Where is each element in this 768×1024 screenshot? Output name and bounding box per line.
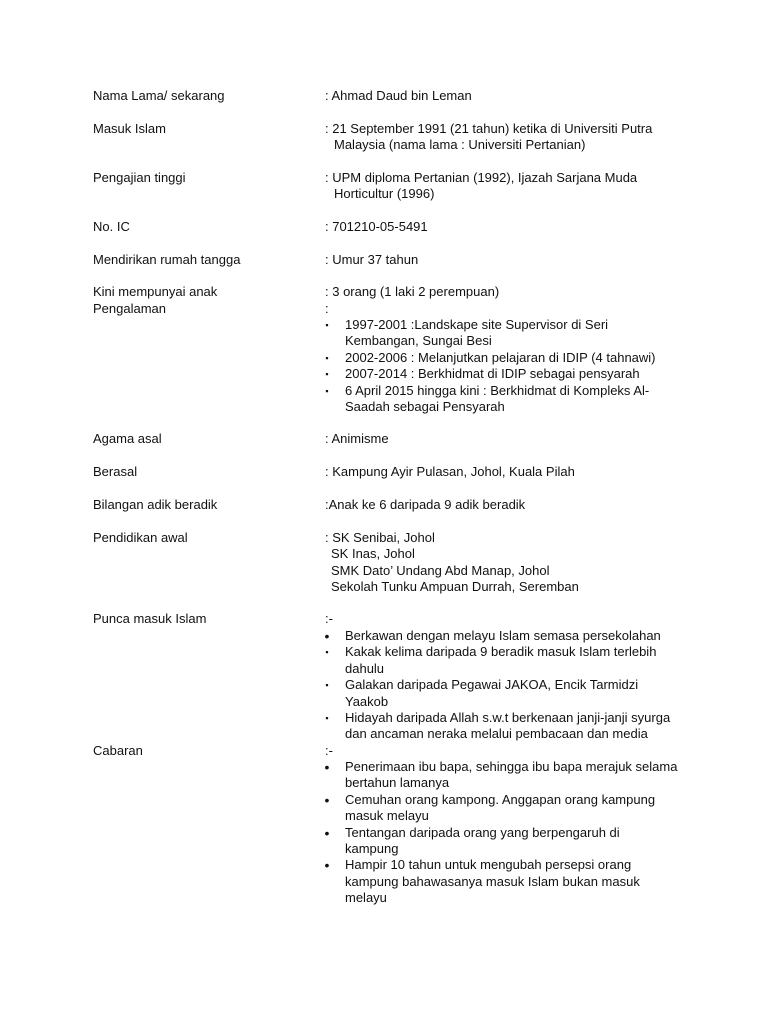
list-item-text: Penerimaan ibu bapa, sehingga ibu bapa merajuk selama [345, 759, 678, 774]
value-pengajian-line2: Horticultur (1996) [334, 186, 435, 202]
value-pendidikan-line1: : SK Senibai, Johol [325, 530, 435, 545]
square-bullet-icon: ▪ [325, 352, 329, 363]
list-item-text: melayu [345, 890, 387, 906]
square-bullet-icon: ▪ [325, 385, 329, 396]
list-item-text: Berkawan dengan melayu Islam semasa persekolahan [345, 628, 661, 643]
punca-list [320, 628, 680, 743]
square-bullet-icon: ▪ [325, 680, 329, 691]
list-item-text: 2002-2006 : Melanjutkan pelajaran di IDIP (4 tahnawi) [345, 349, 656, 365]
square-bullet-icon: ▪ [325, 320, 329, 330]
label-masuk-islam: Masuk Islam [93, 121, 166, 136]
list-item [320, 350, 680, 366]
value-pendidikan-line2: SK Inas, Johol [331, 546, 415, 562]
label-berasal: Berasal [93, 464, 138, 479]
list-item-text: Tentangan daripada orang yang berpengaruh di [345, 824, 620, 840]
list-item-text: Galakan daripada Pegawai JAKOA, Encik Tarmidzi Yaakob [345, 677, 639, 709]
value-masuk-islam [325, 121, 685, 154]
round-bullet-icon: • [324, 759, 330, 775]
list-item [320, 628, 680, 644]
value-cabaran: :- [325, 743, 333, 758]
list-item-text: Kembangan, Sungai Besi [345, 333, 492, 349]
list-item [320, 677, 680, 710]
square-bullet-icon: ▪ [325, 647, 329, 658]
list-item-text: dan ancaman neraka melalui pembacaan dan media [345, 726, 648, 742]
list-item-text: Hampir 10 tahun untuk mengubah persepsi orang [345, 857, 632, 873]
value-pengajian-line1: : UPM diploma Pertanian (1992), Ijazah Sarjana Muda [325, 170, 638, 185]
list-item-text: bertahun lamanya [345, 775, 450, 791]
list-item [320, 644, 680, 677]
pengalaman-list [320, 317, 680, 415]
value-agama: : Animisme [325, 431, 389, 446]
label-nama: Nama Lama/ sekarang [93, 88, 225, 103]
label-ic: No. IC [93, 219, 130, 234]
value-pengalaman: : [325, 301, 329, 316]
list-item [320, 366, 680, 382]
value-masuk-islam-line2: Malaysia (nama lama : Universiti Pertanian) [334, 137, 586, 153]
label-pendidikan: Pendidikan awal [93, 530, 188, 545]
list-item-text: dahulu [345, 660, 385, 676]
list-item-text: 6 April 2015 hingga kini : Berkhidmat di Kompleks Al- [345, 382, 650, 398]
square-bullet-icon: ▪ [325, 713, 329, 724]
list-item-text: Saadah sebagai Pensyarah [345, 399, 505, 415]
list-item-text: 2007-2014 : Berkhidmat di IDIP sebagai pensyarah [345, 366, 640, 382]
label-pengalaman: Pengalaman [93, 301, 166, 316]
value-masuk-islam-line1: : 21 September 1991 (21 tahun) ketika di Universiti Putra [325, 121, 653, 136]
list-item-text: masuk melayu [345, 808, 429, 824]
list-item-text: 1997-2001 :Landskape site Supervisor di Seri [345, 317, 609, 332]
list-item-text: kampung [345, 841, 399, 857]
label-anak: Kini mempunyai anak [93, 284, 218, 299]
list-item-text: Cemuhan orang kampong. Anggapan orang kampung [345, 791, 656, 807]
list-item [320, 857, 680, 906]
list-item [320, 317, 680, 350]
value-nama: : Ahmad Daud bin Leman [325, 88, 472, 103]
list-item-text: Kakak kelima daripada 9 beradik masuk Islam terlebih [345, 644, 657, 660]
square-bullet-icon: ▪ [325, 369, 329, 380]
list-item [320, 792, 680, 825]
value-anak: : 3 orang (1 laki 2 perempuan) [325, 284, 500, 299]
round-bullet-icon: • [324, 824, 330, 841]
round-bullet-icon: • [324, 791, 330, 808]
round-bullet-icon: • [324, 857, 330, 874]
value-pendidikan [325, 530, 685, 596]
value-adik: :Anak ke 6 daripada 9 adik beradik [325, 497, 526, 512]
list-item [320, 710, 680, 743]
value-pendidikan-line4: Sekolah Tunku Ampuan Durrah, Seremban [331, 579, 579, 595]
value-berasal: : Kampung Ayir Pulasan, Johol, Kuala Pilah [325, 464, 575, 479]
list-item-text: kampung bahawasanya masuk Islam bukan masuk [345, 873, 640, 889]
value-ic: : 701210-05-5491 [325, 219, 428, 234]
round-bullet-icon: • [324, 628, 330, 644]
label-punca: Punca masuk Islam [93, 611, 207, 626]
list-item-text: Hidayah daripada Allah s.w.t berkenaan janji-janji syurga [345, 710, 671, 726]
label-adik: Bilangan adik beradik [93, 497, 218, 512]
label-pengajian: Pengajian tinggi [93, 170, 186, 185]
label-rumah-tangga: Mendirikan rumah tangga [93, 252, 241, 267]
cabaran-list [320, 759, 680, 907]
label-cabaran: Cabaran [93, 743, 143, 758]
value-pengajian [325, 170, 685, 203]
list-item [320, 759, 680, 792]
label-agama: Agama asal [93, 431, 162, 446]
list-item [320, 825, 680, 858]
value-rumah-tangga: : Umur 37 tahun [325, 252, 419, 267]
value-punca: :- [325, 611, 333, 626]
list-item [320, 383, 680, 416]
value-pendidikan-line3: SMK Dato’ Undang Abd Manap, Johol [331, 562, 550, 578]
